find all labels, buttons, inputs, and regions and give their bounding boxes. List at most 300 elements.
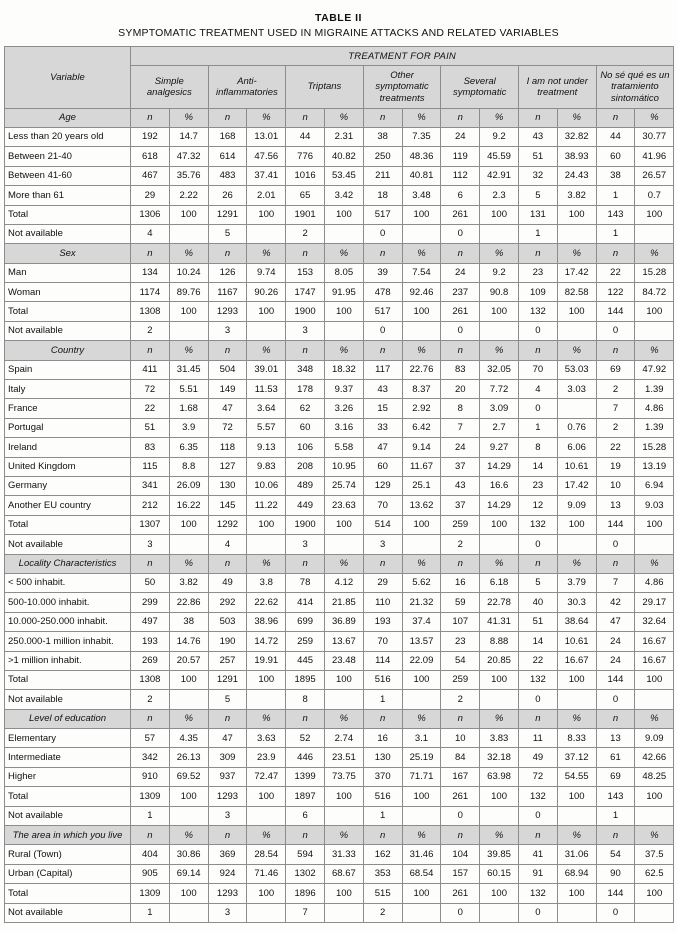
cell-n: 257 xyxy=(208,651,247,670)
cell-n: 38 xyxy=(363,127,402,146)
cell-pct: 8.37 xyxy=(402,380,441,399)
cell-n: 4 xyxy=(131,224,170,243)
cell-pct: 68.67 xyxy=(324,864,363,883)
subheader-n: n xyxy=(208,244,247,263)
cell-pct: 100 xyxy=(169,302,208,321)
row-label: Urban (Capital) xyxy=(5,864,131,883)
cell-n: 38 xyxy=(596,166,635,185)
cell-pct: 38.93 xyxy=(557,147,596,166)
cell-pct: 3.82 xyxy=(557,186,596,205)
subheader-n: n xyxy=(208,108,247,127)
cell-pct xyxy=(480,321,519,340)
cell-n: 489 xyxy=(286,476,325,495)
subheader-pct: % xyxy=(480,554,519,573)
cell-n: 37 xyxy=(441,457,480,476)
table-row xyxy=(5,283,674,302)
cell-pct: 21.32 xyxy=(402,593,441,612)
cell-pct: 37.4 xyxy=(402,612,441,631)
cell-n: 193 xyxy=(131,632,170,651)
cell-pct: 0.7 xyxy=(635,186,674,205)
cell-n: 143 xyxy=(596,787,635,806)
subheader-n: n xyxy=(363,554,402,573)
cell-pct: 7.54 xyxy=(402,263,441,282)
section-header-row xyxy=(5,108,674,127)
subheader-pct: % xyxy=(169,108,208,127)
cell-n: 212 xyxy=(131,496,170,515)
cell-n: 404 xyxy=(131,845,170,864)
cell-pct: 48.36 xyxy=(402,147,441,166)
cell-pct xyxy=(247,224,286,243)
cell-pct: 36.89 xyxy=(324,612,363,631)
cell-pct: 9.37 xyxy=(324,380,363,399)
table-body xyxy=(5,108,674,922)
subheader-pct: % xyxy=(480,341,519,360)
cell-n: 2 xyxy=(441,535,480,554)
cell-n: 60 xyxy=(596,147,635,166)
cell-pct: 3.8 xyxy=(247,573,286,592)
cell-pct: 100 xyxy=(324,787,363,806)
subheader-pct: % xyxy=(324,554,363,573)
table-row xyxy=(5,360,674,379)
subheader-n: n xyxy=(441,554,480,573)
cell-n: 22 xyxy=(596,438,635,457)
cell-pct: 14.76 xyxy=(169,632,208,651)
cell-pct: 84.72 xyxy=(635,283,674,302)
cell-pct: 3.48 xyxy=(402,186,441,205)
cell-pct xyxy=(635,903,674,922)
cell-n: 47 xyxy=(208,399,247,418)
table-row xyxy=(5,321,674,340)
subheader-pct: % xyxy=(402,341,441,360)
row-label: Ireland xyxy=(5,438,131,457)
cell-pct: 41.31 xyxy=(480,612,519,631)
table-row xyxy=(5,593,674,612)
treatment-for-pain-header: TREATMENT FOR PAIN xyxy=(131,47,674,66)
cell-n: 497 xyxy=(131,612,170,631)
subheader-n: n xyxy=(518,554,557,573)
cell-pct: 3.9 xyxy=(169,418,208,437)
table-row xyxy=(5,380,674,399)
cell-pct: 82.58 xyxy=(557,283,596,302)
cell-pct: 28.54 xyxy=(247,845,286,864)
subheader-pct: % xyxy=(402,244,441,263)
cell-pct: 5.57 xyxy=(247,418,286,437)
cell-n: 26 xyxy=(208,186,247,205)
cell-pct: 100 xyxy=(557,302,596,321)
cell-pct: 0.76 xyxy=(557,418,596,437)
cell-n: 16 xyxy=(363,729,402,748)
cell-n: 72 xyxy=(518,767,557,786)
cell-pct: 100 xyxy=(169,787,208,806)
cell-n: 132 xyxy=(518,884,557,903)
cell-n: 20 xyxy=(441,380,480,399)
row-label: >1 million inhabit. xyxy=(5,651,131,670)
cell-pct: 100 xyxy=(557,884,596,903)
cell-pct xyxy=(635,535,674,554)
cell-pct: 16.6 xyxy=(480,476,519,495)
cell-n: 1 xyxy=(131,806,170,825)
cell-n: 4 xyxy=(208,535,247,554)
cell-n: 70 xyxy=(363,632,402,651)
cell-n: 516 xyxy=(363,670,402,689)
section-name: Country xyxy=(5,341,131,360)
cell-n: 776 xyxy=(286,147,325,166)
cell-pct: 5.51 xyxy=(169,380,208,399)
row-label: Intermediate xyxy=(5,748,131,767)
cell-pct: 8.05 xyxy=(324,263,363,282)
table-row xyxy=(5,845,674,864)
cell-pct: 30.3 xyxy=(557,593,596,612)
cell-n: 1 xyxy=(518,224,557,243)
cell-n: 69 xyxy=(596,360,635,379)
subheader-n: n xyxy=(441,826,480,845)
cell-n: 0 xyxy=(441,321,480,340)
cell-pct: 47.56 xyxy=(247,147,286,166)
cell-pct: 37.41 xyxy=(247,166,286,185)
cell-pct: 60.15 xyxy=(480,864,519,883)
cell-n: 261 xyxy=(441,302,480,321)
cell-n: 50 xyxy=(131,573,170,592)
header-row-top xyxy=(5,47,674,66)
cell-pct: 100 xyxy=(324,670,363,689)
cell-n: 24 xyxy=(441,438,480,457)
cell-pct xyxy=(402,321,441,340)
cell-n: 7 xyxy=(596,399,635,418)
row-label: Italy xyxy=(5,380,131,399)
cell-pct xyxy=(247,321,286,340)
cell-pct: 100 xyxy=(169,515,208,534)
cell-n: 0 xyxy=(518,321,557,340)
cell-pct: 100 xyxy=(247,670,286,689)
subheader-n: n xyxy=(518,341,557,360)
cell-pct xyxy=(247,806,286,825)
cell-pct: 39.01 xyxy=(247,360,286,379)
cell-pct: 9.74 xyxy=(247,263,286,282)
group-header-3: Triptans xyxy=(286,66,364,108)
cell-pct: 7.72 xyxy=(480,380,519,399)
section-name: Level of education xyxy=(5,709,131,728)
cell-n: 0 xyxy=(363,224,402,243)
subheader-n: n xyxy=(441,244,480,263)
cell-n: 1 xyxy=(596,186,635,205)
cell-pct: 72.47 xyxy=(247,767,286,786)
cell-n: 145 xyxy=(208,496,247,515)
cell-n: 16 xyxy=(441,573,480,592)
cell-pct xyxy=(247,690,286,709)
cell-pct: 11.67 xyxy=(402,457,441,476)
row-label: Woman xyxy=(5,283,131,302)
table-row xyxy=(5,632,674,651)
subheader-pct: % xyxy=(635,244,674,263)
cell-pct: 40.81 xyxy=(402,166,441,185)
row-label: Not available xyxy=(5,806,131,825)
cell-n: 1 xyxy=(518,418,557,437)
cell-n: 910 xyxy=(131,767,170,786)
cell-n: 3 xyxy=(286,535,325,554)
cell-n: 22 xyxy=(131,399,170,418)
cell-pct: 100 xyxy=(247,787,286,806)
cell-n: 18 xyxy=(363,186,402,205)
cell-pct xyxy=(402,806,441,825)
cell-n: 514 xyxy=(363,515,402,534)
group-header-6: I am not under treatment xyxy=(518,66,596,108)
cell-n: 144 xyxy=(596,884,635,903)
cell-pct: 10.24 xyxy=(169,263,208,282)
subheader-pct: % xyxy=(247,108,286,127)
cell-pct: 16.67 xyxy=(635,632,674,651)
cell-pct xyxy=(402,224,441,243)
cell-pct: 24.43 xyxy=(557,166,596,185)
cell-pct: 17.42 xyxy=(557,263,596,282)
cell-pct: 23.51 xyxy=(324,748,363,767)
table-row xyxy=(5,399,674,418)
cell-n: 190 xyxy=(208,632,247,651)
cell-pct: 68.54 xyxy=(402,864,441,883)
cell-n: 57 xyxy=(131,729,170,748)
subheader-pct: % xyxy=(169,341,208,360)
cell-n: 49 xyxy=(208,573,247,592)
cell-pct: 31.46 xyxy=(402,845,441,864)
cell-pct: 10.06 xyxy=(247,476,286,495)
subheader-pct: % xyxy=(247,341,286,360)
group-header-5: Several symptomatic xyxy=(441,66,519,108)
cell-pct: 100 xyxy=(402,515,441,534)
row-label: Total xyxy=(5,787,131,806)
cell-pct xyxy=(635,690,674,709)
cell-n: 261 xyxy=(441,205,480,224)
group-header-4: Other symptomatic treatments xyxy=(363,66,441,108)
cell-n: 153 xyxy=(286,263,325,282)
cell-pct: 53.45 xyxy=(324,166,363,185)
subheader-pct: % xyxy=(480,244,519,263)
cell-pct: 9.09 xyxy=(557,496,596,515)
cell-n: 261 xyxy=(441,884,480,903)
cell-pct: 13.67 xyxy=(324,632,363,651)
cell-pct: 20.57 xyxy=(169,651,208,670)
subheader-pct: % xyxy=(635,341,674,360)
row-label: 10.000-250.000 inhabit. xyxy=(5,612,131,631)
cell-n: 370 xyxy=(363,767,402,786)
cell-pct: 9.27 xyxy=(480,438,519,457)
section-header-row xyxy=(5,341,674,360)
cell-n: 132 xyxy=(518,302,557,321)
cell-n: 1167 xyxy=(208,283,247,302)
cell-n: 14 xyxy=(518,632,557,651)
cell-pct: 100 xyxy=(324,302,363,321)
cell-n: 47 xyxy=(208,729,247,748)
cell-n: 51 xyxy=(518,612,557,631)
cell-pct xyxy=(402,903,441,922)
cell-n: 0 xyxy=(518,690,557,709)
cell-n: 22 xyxy=(596,263,635,282)
row-label: Higher xyxy=(5,767,131,786)
cell-pct: 4.12 xyxy=(324,573,363,592)
cell-n: 1291 xyxy=(208,670,247,689)
cell-n: 0 xyxy=(441,806,480,825)
cell-n: 132 xyxy=(518,515,557,534)
cell-n: 1292 xyxy=(208,515,247,534)
cell-n: 299 xyxy=(131,593,170,612)
cell-n: 107 xyxy=(441,612,480,631)
cell-n: 134 xyxy=(131,263,170,282)
subheader-n: n xyxy=(596,108,635,127)
cell-n: 54 xyxy=(441,651,480,670)
cell-pct: 2.7 xyxy=(480,418,519,437)
row-label: Man xyxy=(5,263,131,282)
cell-n: 83 xyxy=(131,438,170,457)
cell-pct: 40.82 xyxy=(324,147,363,166)
cell-n: 192 xyxy=(131,127,170,146)
cell-pct: 100 xyxy=(635,884,674,903)
cell-n: 1900 xyxy=(286,515,325,534)
section-name: Sex xyxy=(5,244,131,263)
cell-pct: 39.85 xyxy=(480,845,519,864)
cell-pct: 38 xyxy=(169,612,208,631)
row-label: < 500 inhabit. xyxy=(5,573,131,592)
subheader-pct: % xyxy=(557,826,596,845)
cell-pct: 10.61 xyxy=(557,457,596,476)
cell-n: 29 xyxy=(131,186,170,205)
table-row xyxy=(5,573,674,592)
cell-pct: 15.28 xyxy=(635,263,674,282)
subheader-pct: % xyxy=(402,554,441,573)
cell-pct: 4.86 xyxy=(635,399,674,418)
cell-n: 167 xyxy=(441,767,480,786)
subheader-n: n xyxy=(131,341,170,360)
cell-pct: 17.42 xyxy=(557,476,596,495)
subheader-pct: % xyxy=(169,709,208,728)
cell-n: 130 xyxy=(208,476,247,495)
cell-n: 83 xyxy=(441,360,480,379)
cell-pct: 14.29 xyxy=(480,457,519,476)
cell-n: 1 xyxy=(131,903,170,922)
cell-n: 1 xyxy=(363,690,402,709)
subheader-n: n xyxy=(518,826,557,845)
cell-n: 7 xyxy=(441,418,480,437)
subheader-n: n xyxy=(596,709,635,728)
row-label: Not available xyxy=(5,535,131,554)
cell-pct: 25.19 xyxy=(402,748,441,767)
subheader-pct: % xyxy=(169,826,208,845)
cell-n: 47 xyxy=(363,438,402,457)
cell-n: 8 xyxy=(441,399,480,418)
cell-pct: 26.13 xyxy=(169,748,208,767)
cell-n: 132 xyxy=(518,670,557,689)
cell-pct: 100 xyxy=(402,670,441,689)
subheader-n: n xyxy=(363,108,402,127)
cell-n: 924 xyxy=(208,864,247,883)
cell-pct xyxy=(324,806,363,825)
row-label: Another EU country xyxy=(5,496,131,515)
table-row xyxy=(5,670,674,689)
cell-n: 168 xyxy=(208,127,247,146)
cell-n: 5 xyxy=(518,186,557,205)
cell-pct xyxy=(169,690,208,709)
cell-n: 42 xyxy=(596,593,635,612)
cell-pct xyxy=(557,535,596,554)
cell-n: 144 xyxy=(596,515,635,534)
cell-pct xyxy=(169,224,208,243)
cell-n: 1307 xyxy=(131,515,170,534)
cell-n: 33 xyxy=(363,418,402,437)
cell-pct: 100 xyxy=(324,205,363,224)
cell-n: 594 xyxy=(286,845,325,864)
subheader-n: n xyxy=(363,709,402,728)
cell-pct: 100 xyxy=(402,884,441,903)
cell-n: 1309 xyxy=(131,884,170,903)
subheader-n: n xyxy=(208,826,247,845)
cell-n: 261 xyxy=(441,787,480,806)
cell-pct: 47.32 xyxy=(169,147,208,166)
subheader-pct: % xyxy=(247,244,286,263)
cell-pct: 16.22 xyxy=(169,496,208,515)
cell-n: 1293 xyxy=(208,787,247,806)
cell-pct: 18.32 xyxy=(324,360,363,379)
cell-pct: 100 xyxy=(247,205,286,224)
cell-pct: 19.91 xyxy=(247,651,286,670)
cell-n: 2 xyxy=(596,418,635,437)
cell-pct: 2.01 xyxy=(247,186,286,205)
cell-pct: 38.64 xyxy=(557,612,596,631)
section-header-row xyxy=(5,826,674,845)
subheader-pct: % xyxy=(557,341,596,360)
row-label: 250.000-1 million inhabit. xyxy=(5,632,131,651)
cell-n: 54 xyxy=(596,845,635,864)
cell-n: 0 xyxy=(596,903,635,922)
cell-n: 19 xyxy=(596,457,635,476)
cell-pct: 30.86 xyxy=(169,845,208,864)
cell-pct: 11.53 xyxy=(247,380,286,399)
cell-n: 237 xyxy=(441,283,480,302)
cell-pct: 30.77 xyxy=(635,127,674,146)
cell-pct: 3.42 xyxy=(324,186,363,205)
cell-pct: 100 xyxy=(402,205,441,224)
row-label: Portugal xyxy=(5,418,131,437)
cell-n: 91 xyxy=(518,864,557,883)
cell-n: 0 xyxy=(441,224,480,243)
row-label: 500-10.000 inhabit. xyxy=(5,593,131,612)
cell-pct: 3.1 xyxy=(402,729,441,748)
cell-n: 65 xyxy=(286,186,325,205)
cell-pct xyxy=(635,224,674,243)
cell-pct: 100 xyxy=(247,515,286,534)
cell-pct: 35.76 xyxy=(169,166,208,185)
cell-n: 70 xyxy=(363,496,402,515)
cell-pct: 3.09 xyxy=(480,399,519,418)
cell-pct xyxy=(247,535,286,554)
cell-pct: 54.55 xyxy=(557,767,596,786)
cell-pct: 100 xyxy=(247,884,286,903)
cell-n: 259 xyxy=(286,632,325,651)
cell-pct: 73.75 xyxy=(324,767,363,786)
cell-n: 614 xyxy=(208,147,247,166)
cell-pct xyxy=(169,535,208,554)
table-row xyxy=(5,690,674,709)
cell-pct: 53.03 xyxy=(557,360,596,379)
row-label: Less than 20 years old xyxy=(5,127,131,146)
cell-pct: 15.28 xyxy=(635,438,674,457)
cell-pct xyxy=(480,806,519,825)
table-row xyxy=(5,438,674,457)
subheader-n: n xyxy=(596,554,635,573)
cell-pct: 14.29 xyxy=(480,496,519,515)
cell-n: 449 xyxy=(286,496,325,515)
row-label: Elementary xyxy=(5,729,131,748)
cell-n: 110 xyxy=(363,593,402,612)
cell-n: 11 xyxy=(518,729,557,748)
cell-n: 10 xyxy=(441,729,480,748)
cell-n: 503 xyxy=(208,612,247,631)
